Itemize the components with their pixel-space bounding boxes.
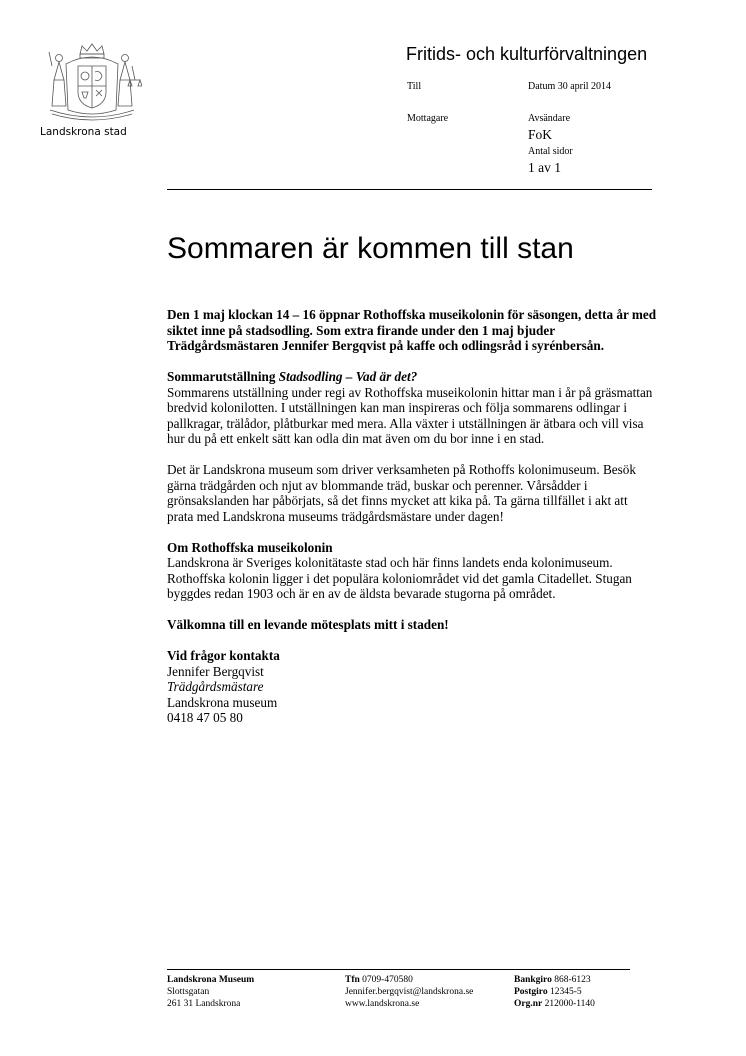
- footer-postgiro-value: 12345-5: [547, 987, 582, 997]
- exhibition-section: [167, 369, 657, 447]
- footer-bankgiro-label: Bankgiro: [514, 975, 552, 985]
- city-name: Landskrona stad: [40, 126, 127, 138]
- footer-postgiro-label: Postgiro: [514, 987, 548, 997]
- date-label: Datum 30 april 2014: [528, 81, 612, 92]
- about-section: [167, 540, 657, 602]
- contact-block: [167, 648, 657, 726]
- intro-paragraph: Den 1 maj klockan 14 – 16 öppnar Rothoffska museikolonin för säsongen, detta år med siktet inne på stadsodling. Som extra firande under den 1 maj bjuder Trädgårdsmästaren Jennifer Bergqvist på kaffe och odlingsråd i syrénbersån.: [167, 307, 657, 353]
- footer-orgnr-value: 212000-1140: [542, 999, 595, 1009]
- welcome-line: Välkomna till en levande mötesplats mitt i staden!: [167, 617, 449, 632]
- document-body: [167, 307, 657, 741]
- footer-bankgiro: [514, 974, 595, 986]
- about-text: Landskrona är Sveriges kolonitätaste stad och här finns landets enda kolonimuseum. Rothoffska kolonin ligger i det populära koloniområdet vid det gamla Citadellet. Stugan byggdes redan 1903 och är en av de äldsta bevarade stugorna på området.: [167, 555, 632, 601]
- department-name: Fritids- och kulturförvaltningen: [406, 44, 648, 64]
- footer-tfn-label: Tfn: [345, 975, 360, 985]
- exhibition-heading-title: Stadsodling – Vad är det?: [278, 369, 418, 384]
- city-logo: [40, 40, 150, 138]
- contact-role: Trädgårdsmästare: [167, 679, 264, 694]
- footer-website[interactable]: www.landskrona.se: [345, 999, 420, 1009]
- footer-city: 261 31 Landskrona: [167, 999, 241, 1009]
- document-title: Sommaren är kommen till stan: [167, 232, 574, 265]
- header-divider: [167, 189, 652, 190]
- exhibition-text: Sommarens utställning under regi av Rothoffska museikolonin hittar man i år på gräsmattan bredvid kolonilotten. I utställningen kan man inspireras och följa sommarens odlingar i pallkragar, trälådor, plåtburkar med mera. Alla växter i utställningen är ätbara och vill visa hur du på ett enkelt sätt kan odla din mat även om du bor inne i en stad.: [167, 384, 653, 446]
- museum-paragraph: Det är Landskrona museum som driver verksamheten på Rothoffs kolonimuseum. Besök gärna trädgården och njut av blommande träd, buskar och perenner. Vårsådder i grönsakslanden har påbörjats, så det finns mycket att kika på. Ta gärna tillfället i akt att prata med Landskrona museums trädgårdsmästare under dagen!: [167, 462, 636, 524]
- antal-sidor-value: 1 av 1: [528, 160, 561, 175]
- contact-name: Jennifer Bergqvist: [167, 663, 264, 679]
- footer-orgnr-label: Org.nr: [514, 999, 543, 1009]
- contact-phone: 0418 47 05 80: [167, 710, 243, 725]
- footer-orgnr: [514, 998, 595, 1010]
- footer-bank: [514, 974, 595, 1010]
- contact-org: Landskrona museum: [167, 694, 278, 710]
- footer-street: Slottsgatan: [167, 987, 210, 997]
- footer-bankgiro-value: 868-6123: [551, 975, 591, 985]
- footer-tfn-value: 0709-470580: [359, 975, 413, 985]
- avsandare-label: Avsändare: [528, 113, 571, 124]
- footer-divider: [167, 969, 630, 970]
- footer-postgiro: [514, 986, 595, 998]
- coat-of-arms-icon: [42, 40, 142, 125]
- contact-heading: Vid frågor kontakta: [167, 648, 280, 663]
- footer-contact: [345, 974, 473, 1010]
- avsandare-value: FoK: [528, 127, 553, 142]
- mottagare-label: Mottagare: [407, 113, 449, 124]
- footer-address: [167, 974, 254, 1010]
- footer-phone: [345, 974, 473, 986]
- till-label: Till: [407, 81, 422, 92]
- exhibition-heading: Sommarutställning: [167, 369, 279, 384]
- antal-sidor-label: Antal sidor: [528, 146, 573, 157]
- about-heading: Om Rothoffska museikolonin: [167, 539, 333, 555]
- footer-org-name: Landskrona Museum: [167, 975, 255, 985]
- footer-email[interactable]: Jennifer.bergqvist@landskrona.se: [345, 987, 474, 997]
